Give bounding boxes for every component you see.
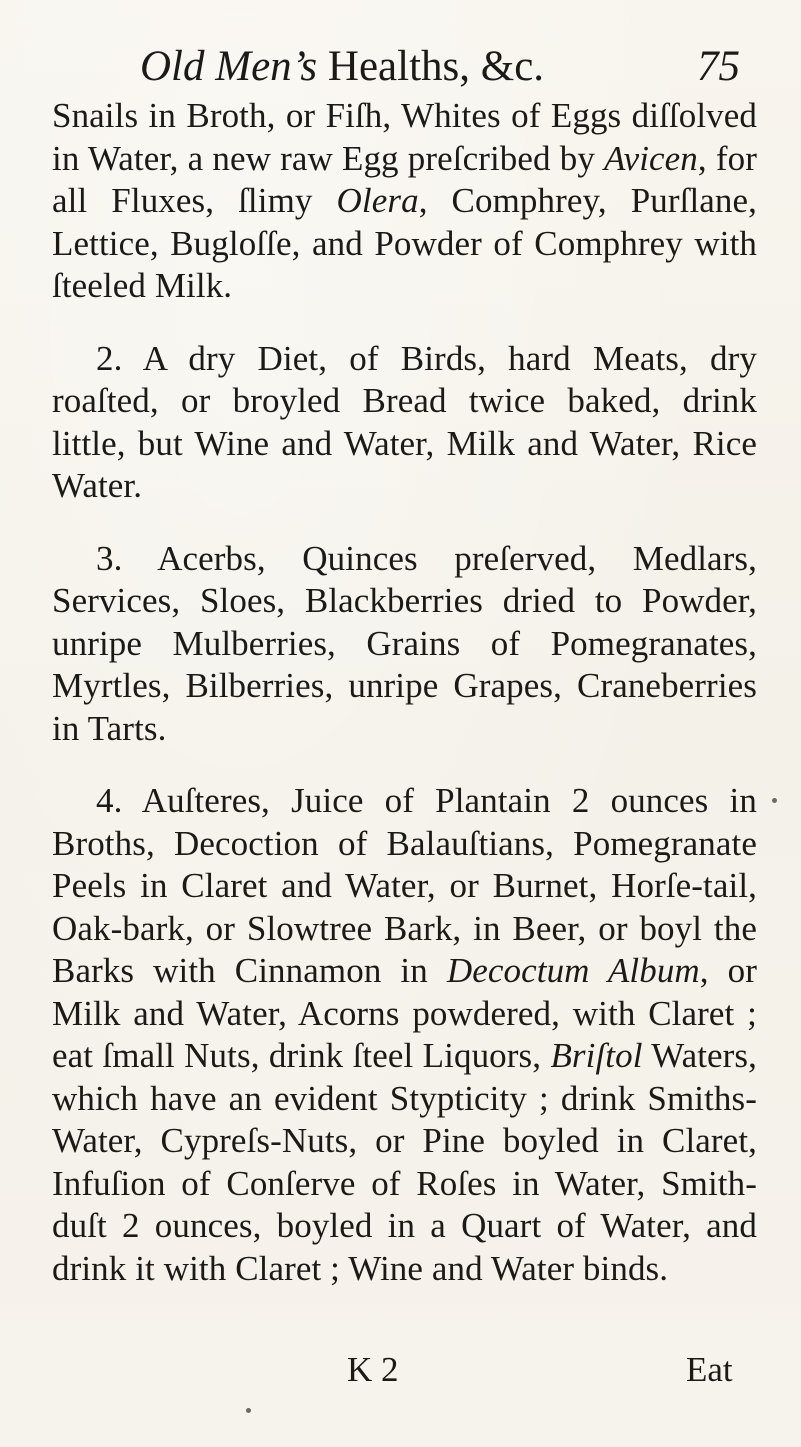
text-run-italic: Olera [336, 181, 419, 220]
text-run-italic: Decoctum Album [446, 951, 700, 990]
running-head [140, 42, 740, 92]
text-run-italic: Briſtol [550, 1036, 643, 1075]
running-head-title-rest: Healths, &c. [317, 43, 545, 90]
running-head-title-italic: Old Men’s [140, 43, 318, 90]
text-run: Snails in Broth, or Fiſh, Whites of Eggs diſſolved in Water, a new raw Egg preſcribed by [52, 96, 757, 178]
text-run: Acerbs, Quinces preſerved, Medlars, Services, Sloes, Blackberries dried to Powder, unripe Mulberries, Grains of Pomegranates, Myrtles, Bilberries, unripe Grapes, Craneberries in Tarts. [52, 538, 758, 748]
ink-speck [246, 1408, 251, 1413]
text-run: , for all Fluxes, ſlimy [52, 138, 757, 220]
paragraph-1 [52, 95, 757, 308]
paragraph-number: 4. [96, 781, 123, 820]
body-text [52, 95, 757, 1290]
text-run: A dry Diet, of Birds, hard Meats, dry roaſted, or broyled Bread twice baked, drink little, but Wine and Water, Milk and Water, Rice Water. [52, 338, 758, 505]
text-run: Waters, which have an evident Stypticity ; drink Smiths-Water, Cypreſs-Nuts, or Pine boyled in Claret, Infuſion of Conſerve of Roſes in Water, Smith-duſt 2 ounces, boyled in a Quart of Water, and drink it with Claret ; Wine and Water binds. [52, 1036, 757, 1288]
running-head-title [140, 42, 544, 92]
paragraph-3 [52, 538, 757, 751]
ink-speck [772, 798, 777, 803]
paragraph-2 [52, 338, 757, 508]
text-run: , or Milk and Water, Acorns powdered, with Claret ; eat ſmall Nuts, drink ſteel Liquors, [52, 951, 758, 1075]
page-number: 75 [697, 43, 740, 90]
signature-mark: K 2 [347, 1350, 399, 1389]
paragraph-number: 2. [96, 338, 123, 378]
text-run: , Comphrey, Purſlane, Lettice, Bugloſſe, and Powder of Comphrey with ſteeled Milk. [52, 181, 757, 305]
text-run: Auſteres, Juice of Plantain 2 ounces in Broths, Decoction of Balauſtians, Pomegranate Peels in Claret and Water, or Burnet, Horſe-tail, Oak-bark, or Slowtree Bark, in Beer, or boyl the Barks with Cinnamon in [52, 781, 757, 990]
paragraph-4 [52, 780, 757, 1290]
text-run-italic: Avicen [604, 138, 698, 178]
catchword: Eat [686, 1350, 733, 1389]
paragraph-number: 3. [96, 538, 123, 578]
page-footer [0, 1348, 801, 1392]
